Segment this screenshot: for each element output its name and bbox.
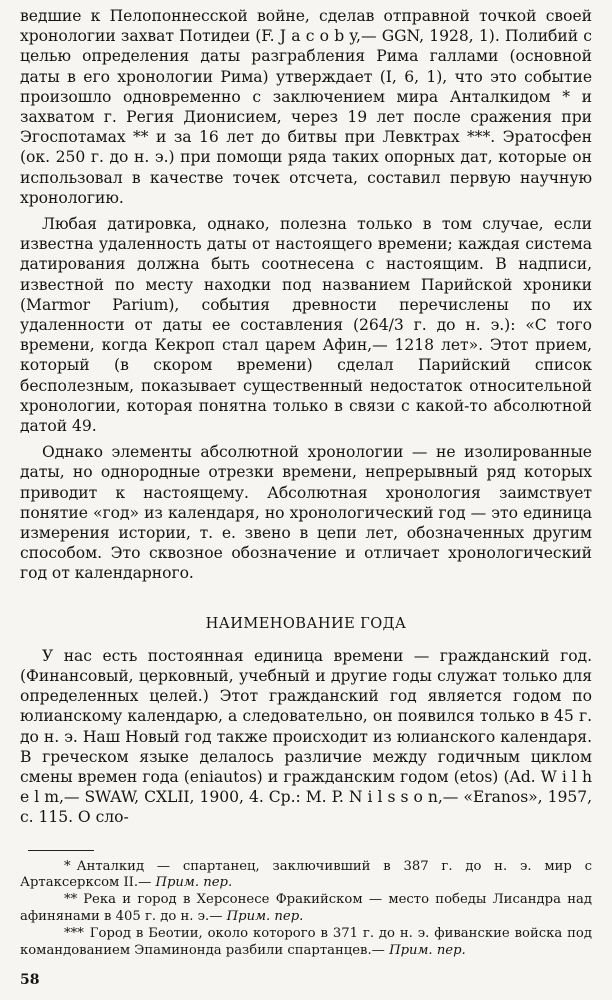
footnote-note: Прим. пер. <box>389 942 466 958</box>
page-number: 58 <box>20 972 40 988</box>
paragraph-1: ведшие к Пелопоннесской войне, сделав отправной точкой своей хронологии захват Потидеи (F. J a c o b y,— GGN, 1928, 1). Полибий с целью определения даты разграбления Рима галлами (основной даты в его хронологии Рима) утверждает (I, 6, 1), что это событие произошло одновременно с заключением мира Анталкидом * и захватом г. Регия Дионисием, через 19 лет после сражения при Эгоспотамах ** и за 16 лет до битвы при Левктрах ***. Эратосфен (ок. 250 г. до н. э.) при помощи ряда таких опорных дат, которые он использовал в качестве точек отсчета, составил первую научную хронологию. <box>20 7 592 207</box>
footnote-divider <box>28 850 94 851</box>
footnote-3 <box>20 926 592 960</box>
section-heading: НАИМЕНОВАНИЕ ГОДА <box>205 614 407 632</box>
footnote-1 <box>20 859 592 893</box>
section-paragraph: У нас есть постоянная единица времени — гражданский год. (Финансовый, церковный, учебный и другие годы служат только для определенных целей.) Этот гражданский год является годом по юлианскому календарю, а следовательно, он появился только в 45 г. до н. э. Наш Новый год также происходит из юлианского календаря. В греческом языке делалось различие между годичным циклом смены времен года (eniautos) и гражданским годом (etos) (Ad. W i l h e l m,— SWAW, CXLII, 1900, 4. Ср.: M. P. N i l s s o n,— «Eranos», 1957, с. 115. О сло- <box>20 646 592 827</box>
footnote-mark: *** <box>64 925 84 941</box>
footnote-note: Прим. пер. <box>155 875 233 891</box>
footnote-text: Город в Беотии, около которого в 371 г. до н. э. фиванские войска под командованием Эпаминонда разбили спартанцев.— <box>20 925 592 958</box>
footnote-mark: * <box>64 858 71 874</box>
paragraph-3: Однако элементы абсолютной хронологии — не изолированные даты, но однородные отрезки времени, непрерывный ряд которых приводит к настоящему. Абсолютная хронология заимствует понятие «год» из календаря, но хронологический год — это единица измерения истории, т. е. звено в цепи лет, обозначенных другим способом. Это сквозное обозначение и отличает хронологический год от календарного. <box>20 443 592 583</box>
page-body <box>20 6 592 959</box>
footnote-mark: ** <box>64 892 78 908</box>
footnote-text: Река и город в Херсонесе Фракийском — место победы Лисандра над афинянами в 405 г. до н. э.— <box>20 892 592 924</box>
paragraph-2: Любая датировка, однако, полезна только в том случае, если известна удаленность даты от настоящего времени; каждая система датирования должна быть соотнесена с настоящим. В надписи, известной по месту находки под названием Парийской хроники (Marmor Parium), события древности перечислены по их удаленности от даты ее составления (264/3 г. до н. э.): «С того времени, когда Кекроп стал царем Афин,— 1218 лет». Этот прием, который (в скором времени) сделал Парийский список бесполезным, показывает существенный недостаток относительной хронологии, которая понятна только в связи с какой-то абсолютной датой 49. <box>20 215 592 436</box>
footnote-note: Прим. пер. <box>226 908 304 924</box>
footnote-text: Анталкид — спартанец, заключивший в 387 г. до н. э. мир с Артаксерксом II.— <box>20 858 592 891</box>
footnote-2 <box>20 892 592 926</box>
